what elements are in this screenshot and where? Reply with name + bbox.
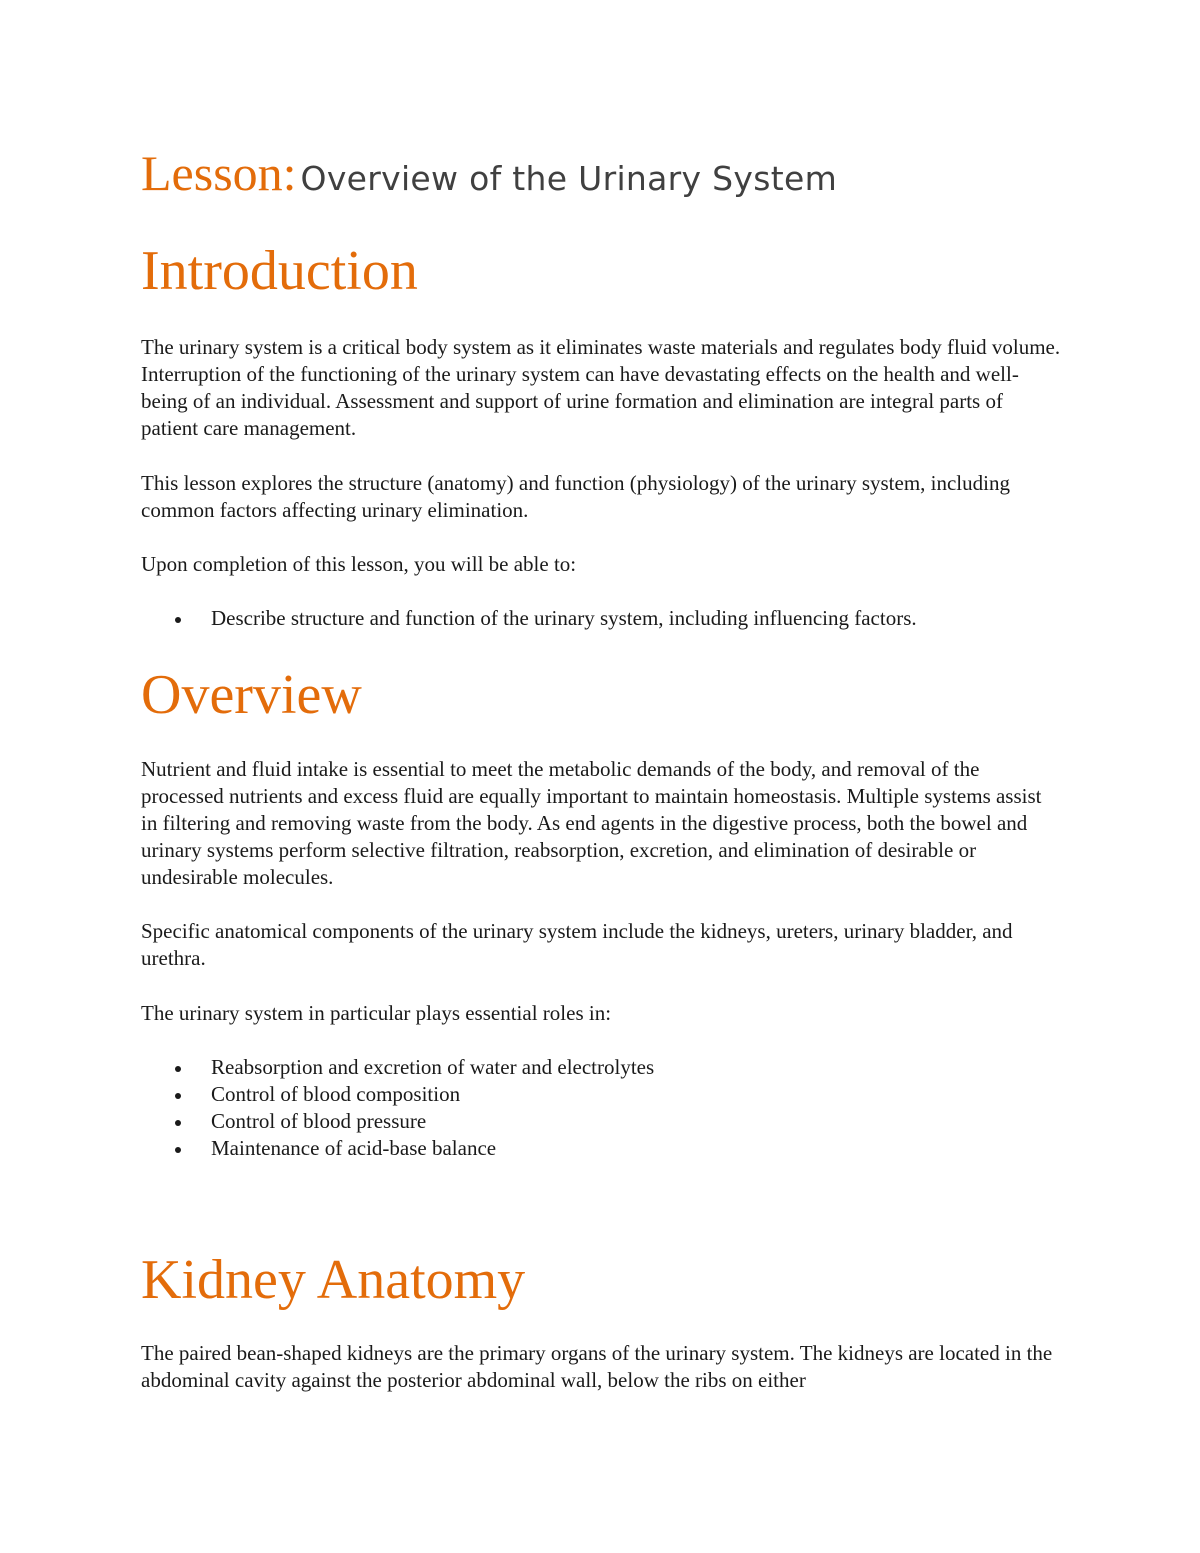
heading-kidney-anatomy: Kidney Anatomy (141, 1249, 526, 1311)
lesson-title (141, 145, 838, 201)
list-item-text: Reabsorption and excretion of water and electrolytes (211, 1055, 655, 1079)
objectives-list (141, 605, 1061, 632)
list-item-text: Maintenance of acid-base balance (211, 1136, 497, 1160)
kidney-paragraph-1: The paired bean-shaped kidneys are the primary organs of the urinary system. The kidneys are located in the abdominal cavity against the posterior abdominal wall, below the ribs on either (141, 1341, 1053, 1392)
lesson-title-label: Lesson: (141, 145, 297, 201)
bullet-icon (175, 1147, 181, 1153)
heading-introduction: Introduction (141, 240, 418, 302)
intro-paragraph-3: Upon completion of this lesson, you will be able to: (141, 552, 577, 576)
roles-list (141, 1054, 1061, 1162)
list-item (141, 1081, 1061, 1108)
bullet-icon (175, 1093, 181, 1099)
list-item (141, 605, 1061, 632)
bullet-icon (175, 1120, 181, 1126)
overview-paragraph-1: Nutrient and fluid intake is essential to meet the metabolic demands of the body, and removal of the processed nutrients and excess fluid are equally important to maintain homeostasis. Multiple systems assist in filtering and removing waste from the body. As end agents in the digestive process, both the bowel and urinary systems perform selective filtration, reabsorption, excretion, and elimination of desirable or undesirable molecules. (141, 757, 1042, 889)
bullet-icon (175, 1066, 181, 1072)
lesson-title-text: Overview of the Urinary System (300, 159, 838, 198)
overview-paragraph-3: The urinary system in particular plays essential roles in: (141, 1001, 612, 1025)
list-item (141, 1135, 1061, 1162)
list-item-text: Describe structure and function of the urinary system, including influencing factors. (211, 606, 917, 630)
list-item-text: Control of blood composition (211, 1082, 461, 1106)
list-item-text: Control of blood pressure (211, 1109, 427, 1133)
overview-paragraph-2: Specific anatomical components of the urinary system include the kidneys, ureters, urinary bladder, and urethra. (141, 919, 1013, 970)
heading-overview: Overview (141, 664, 362, 726)
list-item (141, 1054, 1061, 1081)
intro-paragraph-1: The urinary system is a critical body system as it eliminates waste materials and regulates body fluid volume. Interruption of the functioning of the urinary system can have devastating effects on the health and well-being of an individual. Assessment and support of urine formation and elimination are integral parts of patient care management. (141, 335, 1061, 440)
list-item (141, 1108, 1061, 1135)
intro-paragraph-2: This lesson explores the structure (anatomy) and function (physiology) of the urinary system, including common factors affecting urinary elimination. (141, 471, 1010, 522)
bullet-icon (175, 617, 181, 623)
